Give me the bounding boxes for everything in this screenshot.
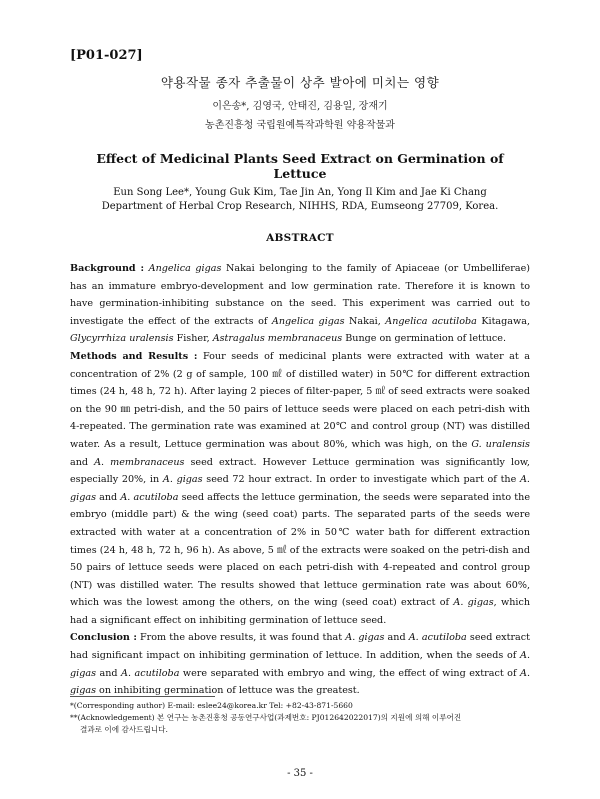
text-segment: Four seeds of medicinal plants were extracted with water at a concentration of 2% (2 g of sample, 100 ㎖ of distilled water) in 50℃ for different extraction times (24 h, 48 h, 72 h). After laying 2 pieces of filter-paper, 5 ㎖ of seed extracts were soaked on the 90 ㎜ petri-dish, and the 50 pairs of lettuce seeds were placed on each petri-dish with 4-repeated. The germination rate was examined at 20℃ and control group (NT) was distilled water. As a result, Lettuce germination was about 80%, which was high, on the (70, 350, 530, 450)
text-segment: seed extract. However Lettuce germination was significantly low, especially 20%, in (70, 456, 530, 486)
text-segment: From the above results, it was found that (136, 632, 346, 644)
species-name: Astragalus membranaceus (212, 333, 343, 345)
species-name: A. membranaceus (94, 456, 185, 468)
text-segment: , which had a significant effect on inhibiting germination of lettuce seed. (70, 597, 530, 626)
text-segment: and (70, 456, 95, 468)
english-affiliation: Department of Herbal Crop Research, NIHHS, RDA, Eumseong 27709, Korea. (101, 201, 499, 212)
background-text (70, 263, 530, 344)
acknowledgement-footnote: **(Acknowledgement) 본 연구는 농촌진흥청 공동연구사업(과제번호: PJ012642022017)의 지원에 의해 이루어진 (70, 713, 462, 722)
species-name: Glycyrrhiza uralensis (70, 333, 174, 345)
species-name: Angelica gigas (271, 315, 345, 327)
conclusion-paragraph (70, 629, 530, 699)
text-segment: Nakai belonging to the family of Apiaceae (or Umbelliferae) has an immature embryo-development and low germination rate. Therefore it is known to have germination-inhibiting substance on the seed. This experiment was carried out to investigate the effect of the extracts of (70, 263, 530, 327)
background-paragraph (70, 260, 530, 348)
text-segment: and (96, 491, 121, 503)
footnote-divider (70, 696, 215, 697)
korean-affiliation: 농촌진흥청 국립원예특작과학원 약용작물과 (205, 120, 395, 131)
text-segment: Fisher, (173, 333, 213, 345)
species-name: A. gigas (70, 650, 530, 679)
species-name: A. gigas (70, 474, 530, 503)
korean-title: 약용작물 종자 추출물이 상추 발아에 미치는 영향 (160, 75, 440, 90)
text-segment: on inhibiting germination of lettuce was the greatest. (96, 685, 360, 697)
conclusion-label: Conclusion : (70, 632, 137, 644)
species-name: A. gigas (162, 474, 203, 486)
background-label: Background : (70, 263, 145, 274)
species-name: A. acutiloba (121, 667, 180, 679)
text-segment: seed extract had significant impact on inhibiting germination of lettuce. In addition, when the seeds of (70, 632, 530, 662)
english-title: Effect of Medicinal Plants Seed Extract on Germination of Lettuce (96, 151, 504, 181)
conclusion-text (70, 632, 530, 696)
page-number: - 35 - (287, 768, 313, 779)
species-name: Angelica acutiloba (385, 315, 477, 327)
text-segment: and (384, 632, 409, 644)
korean-authors: 이은송*, 김영국, 안태진, 김용일, 장재기 (212, 101, 388, 112)
species-name: Angelica gigas (148, 263, 222, 274)
species-name: G. uralensis (471, 438, 530, 450)
species-name: A. gigas (453, 597, 494, 609)
text-segment: were separated with embryo and wing, the effect of wing extract of (179, 667, 521, 679)
species-name: A. gigas (70, 667, 530, 697)
methods-text (70, 351, 530, 626)
methods-label: Methods and Results : (70, 350, 198, 362)
footnotes (70, 700, 530, 736)
abstract-heading: ABSTRACT (266, 232, 334, 244)
corresponding-footnote: *(Corresponding author) E-mail: eslee24@korea.kr Tel: +82-43-871-5660 (70, 701, 353, 710)
acknowledgement-footnote-continued: 결과로 이에 감사드립니다. (80, 725, 168, 734)
species-name: A. acutiloba (120, 491, 179, 503)
english-authors: Eun Song Lee*, Young Guk Kim, Tae Jin An, Yong Il Kim and Jae Ki Chang (113, 187, 487, 198)
species-name: A. gigas (345, 632, 385, 644)
text-segment: Kitagawa, (476, 315, 530, 327)
text-segment: seed 72 hour extract. In order to investigate which part of the (202, 474, 520, 486)
species-name: A. acutiloba (408, 632, 467, 644)
text-segment: Bunge on germination of lettuce. (342, 333, 507, 345)
abstract-code: [P01-027] (70, 48, 143, 63)
methods-paragraph (70, 348, 530, 630)
text-segment: and (96, 667, 122, 679)
text-segment: Nakai, (344, 315, 386, 327)
text-segment: seed affects the lettuce germination, the seeds were separated into the embryo (middle part) & the wing (seed coat) parts. The separated parts of the seeds were extracted with water at a concentration of 2% in 50℃ water bath for different extraction times (24 h, 48 h, 72 h, 96 h). As above, 5 ㎖ of the extracts were soaked on the petri-dish and 50 pairs of lettuce seeds were placed on each petri-dish with 4-repeated and control group (NT) was distilled water. The results showed that lettuce germination rate was about 60%, which was the lowest among the others, on the wing (seed coat) extract of (70, 491, 531, 609)
